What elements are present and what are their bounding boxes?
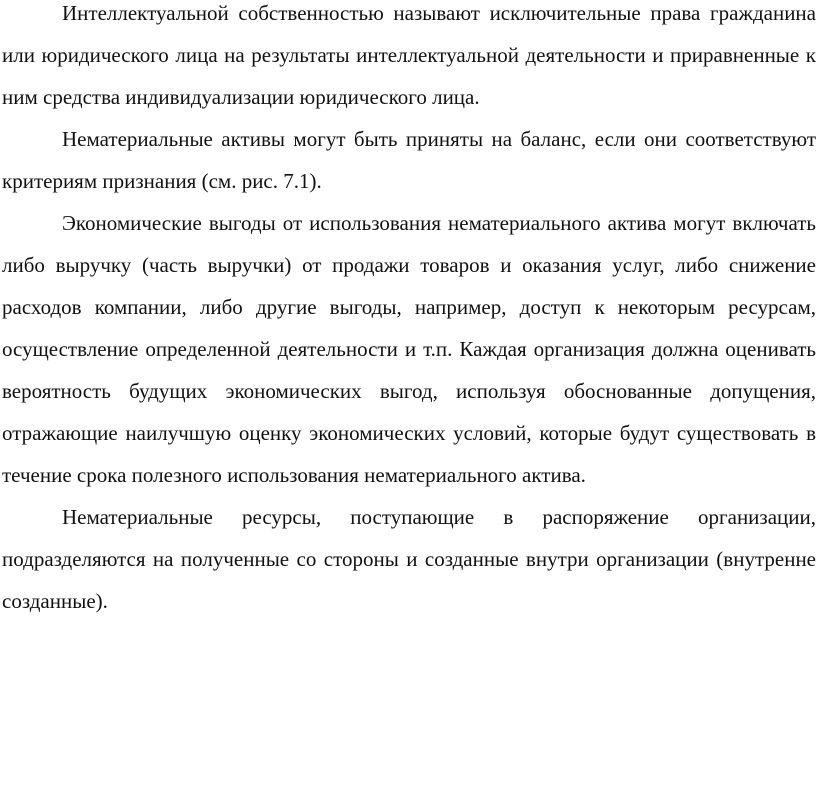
paragraph-balance-recognition: Нематериальные активы могут быть приняты на баланс, если они соответствуют критериям признания (см. рис. 7.1). — [2, 127, 816, 193]
paragraph-resource-classification: Нематериальные ресурсы, поступающие в распоряжение организации, подразделяются на полученные со стороны и созданные внутри организации (внутренне созданные). — [2, 505, 816, 613]
paragraph-intellectual-property: Интеллектуальной собственностью называют исключительные права гражданина или юридического лица на результаты интеллектуальной деятельности и приравненные к ним средства индивидуализации юридического лица. — [2, 1, 816, 109]
paragraph-economic-benefits: Экономические выгоды от использования нематериального актива могут включать либо выручку (часть выручки) от продажи товаров и оказания услуг, либо снижение расходов компании, либо другие выгоды, например, доступ к некоторым ресурсам, осуществление определенной деятельности и т.п. Каждая организация должна оценивать вероятность будущих экономических выгод, используя обоснованные допущения, отражающие наилучшую оценку экономических условий, которые будут существовать в течение срока полезного использования нематериального актива. — [2, 211, 816, 487]
